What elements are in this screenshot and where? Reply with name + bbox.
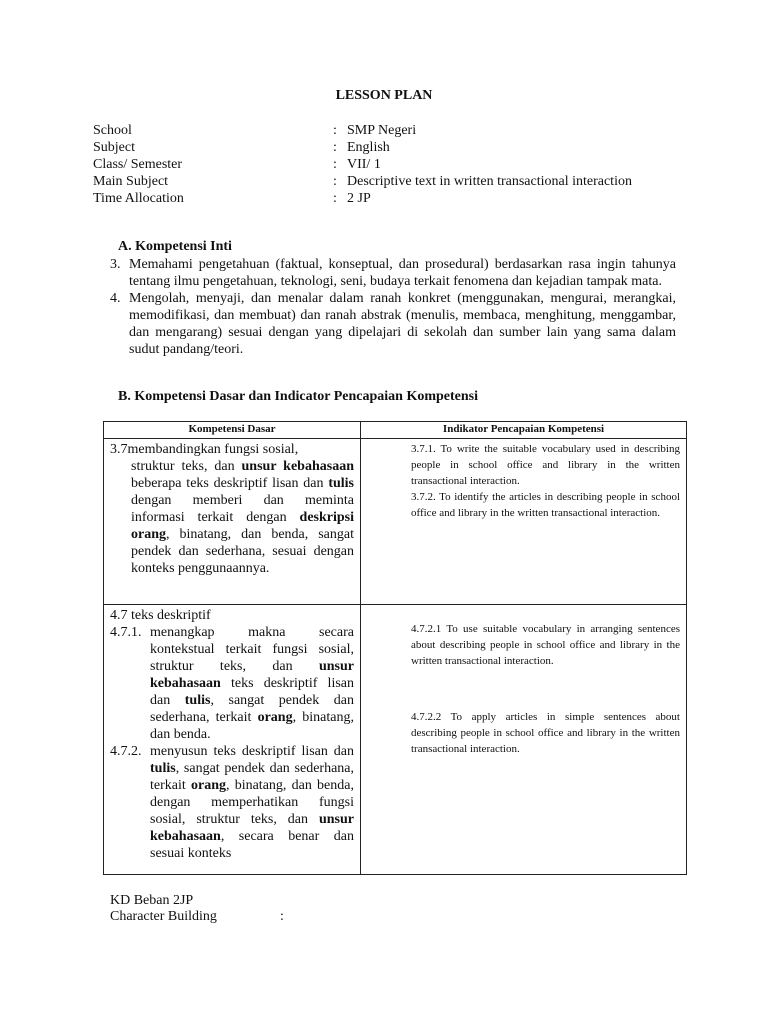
list-number: 3.	[110, 257, 121, 272]
kd-line: 3.7membandingkan fungsi sosial,	[110, 442, 299, 457]
info-value: Descriptive text in written transactional interaction	[347, 174, 632, 189]
indicator-item: 4.7.2.1 To use suitable vocabulary in arranging sentences about describing people in school office and library in the written transactional interaction.	[411, 623, 680, 667]
info-colon: :	[333, 123, 337, 138]
col-header-kompetensi-dasar: Kompetensi Dasar	[104, 422, 361, 439]
indicator-item: 3.7.2. To identify the articles in describing people in school office and library in the written transactional interaction.	[411, 491, 680, 519]
list-item	[110, 290, 676, 358]
character-building-colon: :	[280, 909, 284, 924]
section-a-heading: A. Kompetensi Inti	[118, 239, 232, 254]
list-item	[110, 256, 676, 290]
kd-head: 4.7 teks deskriptif	[110, 608, 211, 623]
section-b-heading: B. Kompetensi Dasar dan Indicator Pencapaian Kompetensi	[118, 389, 479, 404]
kd-cell	[104, 605, 361, 875]
info-label: Subject	[93, 140, 135, 155]
list-text: Memahami pengetahuan (faktual, konseptual, dan prosedural) berdasarkan rasa ingin tahunya tentang ilmu pengetahuan, teknologi, seni, budaya terkait fenomena dan kejadian tampak mata.	[129, 257, 676, 289]
kd-beban: KD Beban 2JP	[110, 893, 194, 908]
table-header-row	[104, 422, 687, 439]
list-text: Mengolah, menyaji, dan menalar dalam ranah konkret (menggunakan, mengurai, merangkai, memodifikasi, dan membuat) dan ranah abstrak (menulis, membaca, menghitung, menggambar, dan mengarang) sesuai dengan yang dipelajari di sekolah dan sumber lain yang sama dalam sudut pandang/teori.	[129, 291, 676, 357]
table-row	[104, 605, 687, 875]
col-header-indikator: Indikator Pencapaian Kompetensi	[361, 422, 687, 439]
kd-text: struktur teks, dan unsur kebahasaan beberapa teks deskriptif lisan dan tulis dengan memberi dan meminta informasi terkait dengan deskripsi orang, binatang, dan benda, sangat pendek dan sederhana, sesuai dengan konteks penggunaannya.	[131, 459, 354, 576]
info-value: SMP Negeri	[347, 123, 417, 138]
list-number: 4.	[110, 291, 121, 306]
info-row-class	[93, 156, 632, 173]
kompetensi-inti-list	[110, 256, 676, 358]
info-colon: :	[333, 140, 337, 155]
indicator-item: 3.7.1. To write the suitable vocabulary used in describing people in school office and library in the written transactional interaction.	[411, 443, 680, 487]
info-value: English	[347, 140, 390, 155]
indicator-cell	[361, 439, 687, 605]
kd-item	[110, 624, 354, 743]
table-row	[104, 439, 687, 605]
indicator-item: 4.7.2.2 To apply articles in simple sentences about describing people in school office and library in the written transactional interaction.	[411, 711, 680, 755]
kd-cell	[104, 439, 361, 605]
kd-text: menangkap makna secara kontekstual terkait fungsi sosial, struktur teks, dan unsur kebahasaan teks deskriptif lisan dan tulis, sangat pendek dan sederhana, terkait orang, binatang, dan benda.	[150, 625, 354, 742]
info-label: School	[93, 123, 132, 138]
info-colon: :	[333, 174, 337, 189]
kd-text: menyusun teks deskriptif lisan dan tulis, sangat pendek dan sederhana, terkait orang, binatang, dan benda, dengan memperhatikan fungsi sosial, struktur teks, dan unsur kebahasaan, secara benar dan sesuai konteks	[150, 744, 354, 861]
character-building-label: Character Building	[110, 909, 217, 924]
info-label: Main Subject	[93, 174, 169, 189]
info-colon: :	[333, 191, 337, 206]
kd-number: 4.7.1.	[110, 625, 142, 640]
kd-number: 4.7.2.	[110, 744, 142, 759]
info-value: VII/ 1	[347, 157, 381, 172]
competency-table	[103, 421, 687, 875]
info-label: Class/ Semester	[93, 157, 183, 172]
character-building-row	[110, 908, 284, 925]
info-row-school	[93, 122, 632, 139]
document-title: LESSON PLAN	[335, 88, 433, 103]
info-colon: :	[333, 157, 337, 172]
info-row-subject	[93, 139, 632, 156]
info-row-time	[93, 190, 632, 207]
info-label: Time Allocation	[93, 191, 184, 206]
info-value: 2 JP	[347, 191, 371, 206]
indicator-cell	[361, 605, 687, 875]
kd-item	[110, 743, 354, 862]
info-block	[93, 122, 632, 207]
info-row-main-subject	[93, 173, 632, 190]
